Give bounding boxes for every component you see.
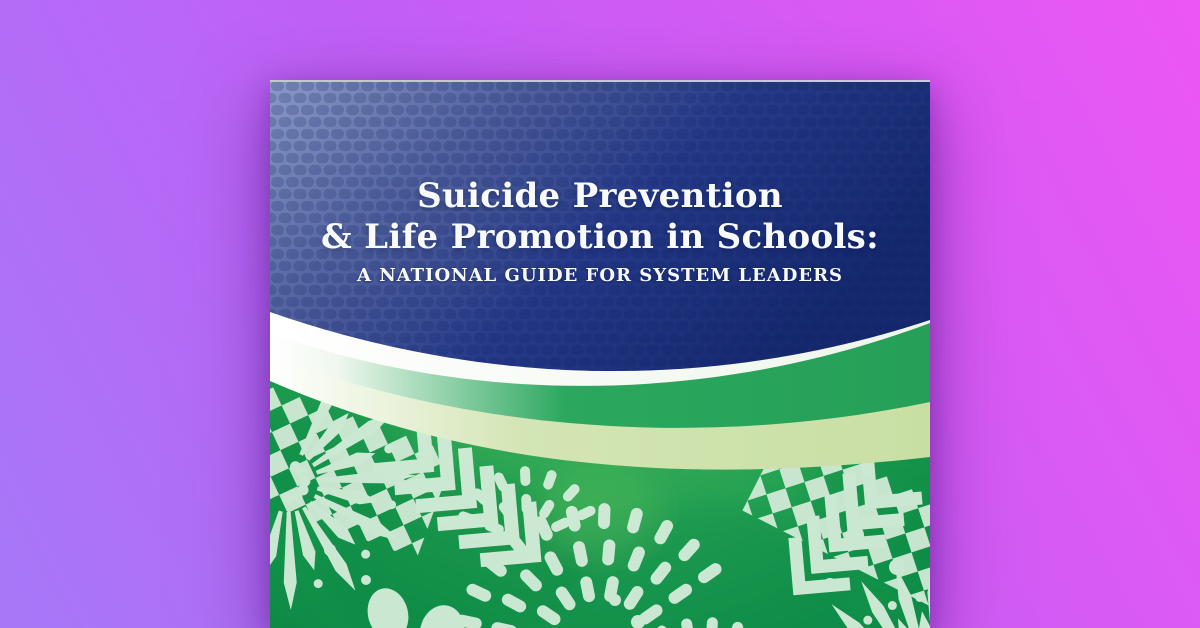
cover-subtitle: A NATIONAL GUIDE FOR SYSTEM LEADERS: [356, 264, 844, 286]
report-cover: [270, 80, 930, 628]
cover-title-block: [270, 176, 930, 286]
paper-edge-highlight: [270, 80, 930, 82]
cover-art: [270, 80, 930, 628]
cover-title-line2: & Life Promotion in Schools:: [321, 216, 879, 257]
cover-title-line1: Suicide Prevention: [417, 176, 783, 216]
